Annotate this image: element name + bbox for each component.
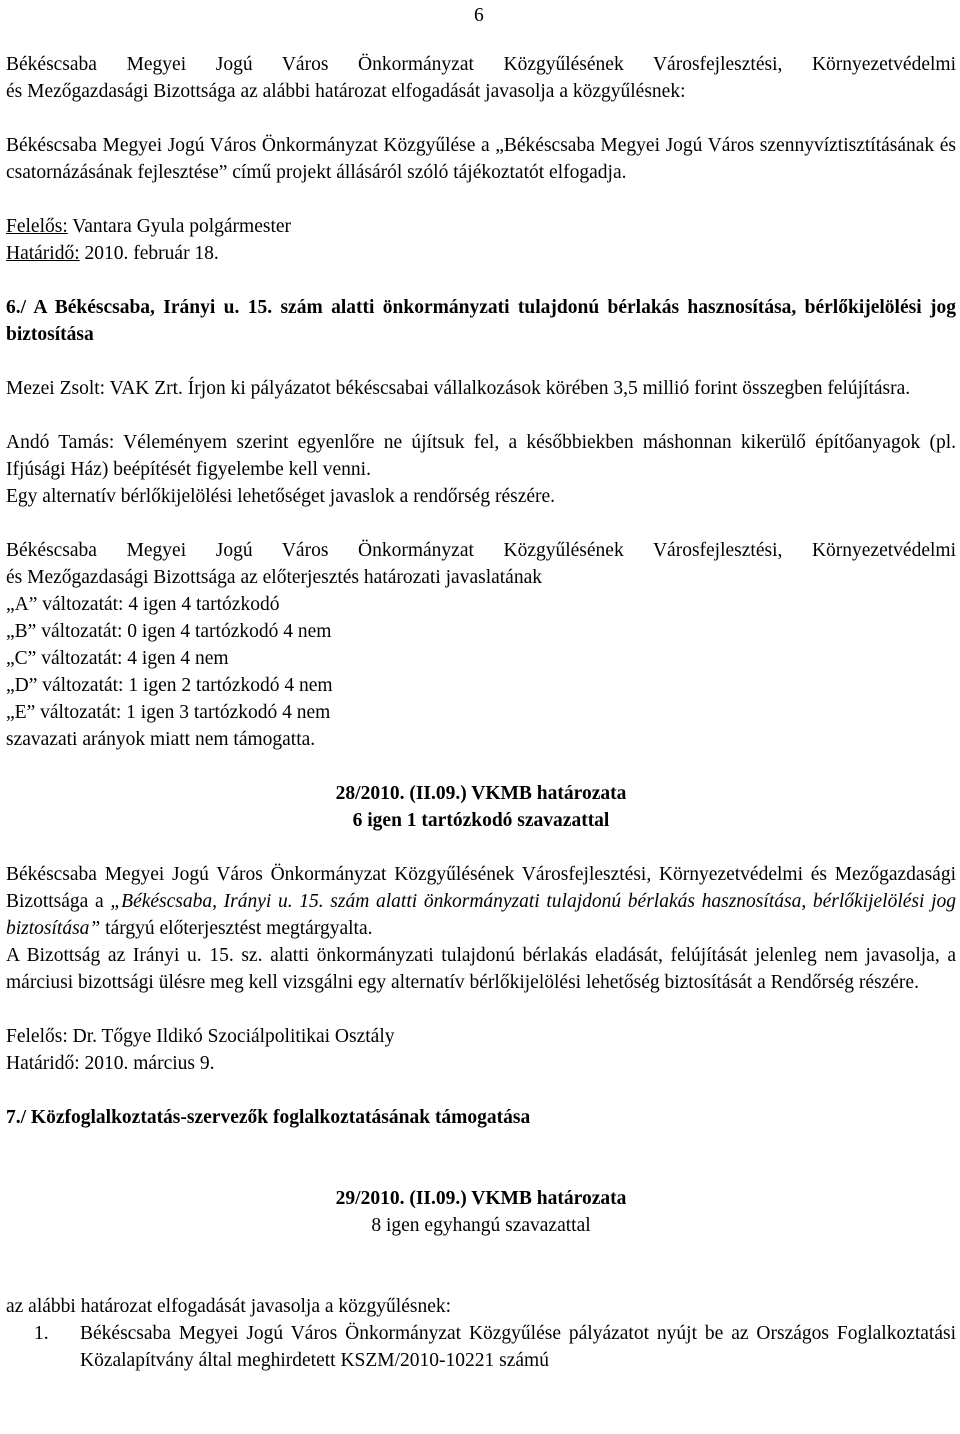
committee-line-2: és Mezőgazdasági Bizottsága az előterjesztés határozati javaslatának — [6, 567, 542, 588]
document-body — [6, 51, 956, 1374]
resolution-28-responsible: Felelős: Dr. Tőgye Ildikó Szociálpolitikai Osztály — [6, 1026, 395, 1047]
resolution-28-title: 28/2010. (II.09.) VKMB határozata — [335, 783, 627, 804]
resolution-1-text: Békéscsaba Megyei Jogú Város Önkormányzat Közgyűlése a „Békéscsaba Megyei Jogú Város szennyvíztisztításának és csatornázásának fejlesztése” című projekt állásáról szóló tájékoztatót elfogadja. — [6, 135, 956, 183]
vote-b: „B” változatát: 0 igen 4 tartózkodó 4 nem — [6, 621, 332, 642]
responsible-value: Vantara Gyula polgármester — [67, 216, 292, 237]
section-6-heading: 6./ A Békéscsaba, Irányi u. 15. szám alatti önkormányzati tulajdonú bérlakás hasznosítása, bérlőkijelölési jog biztosítása — [6, 297, 956, 345]
resolution-28-subtitle: 6 igen 1 tartózkodó szavazattal — [352, 810, 610, 831]
intro-line-1: Békéscsaba Megyei Jogú Város Önkormányzat Közgyűlésének Városfejlesztési, Környezetvédelmi — [6, 54, 956, 75]
resolution-29-title: 29/2010. (II.09.) VKMB határozata — [335, 1188, 627, 1209]
resolution-29-subtitle: 8 igen egyhangú szavazattal — [371, 1215, 591, 1236]
mezei-comment: Mezei Zsolt: VAK Zrt. Írjon ki pályázatot békéscsabai vállalkozások körében 3,5 millió forint összegben felújításra. — [6, 378, 911, 399]
responsible-label: Felelős: — [6, 216, 68, 237]
ando-comment-2: Egy alternatív bérlőkijelölési lehetőséget javaslok a rendőrség részére. — [6, 486, 556, 507]
resolution-1-deadline — [6, 240, 956, 267]
deadline-label: Határidő: — [6, 243, 80, 264]
ando-comment-1: Andó Tamás: Véleményem szerint egyenlőre ne újítsuk fel, a későbbiekben máshonnan kikerülő építőanyagok (pl. Ifjúsági Ház) beépítését figyelembe kell venni. — [6, 432, 956, 480]
section-7-heading: 7./ Közfoglalkoztatás-szervezők foglalkoztatásának támogatása — [6, 1107, 531, 1128]
item-text: Békéscsaba Megyei Jogú Város Önkormányzat Közgyűlése pályázatot nyújt be az Országos Foglalkoztatási Közalapítvány által meghirdetett KSZM/2010-10221 számú — [80, 1323, 956, 1371]
item-number: 1. — [34, 1323, 49, 1344]
resolution-1-responsible — [6, 213, 956, 240]
votes-conclusion: szavazati arányok miatt nem támogatta. — [6, 729, 316, 750]
resolution-28-paragraph-2: A Bizottság az Irányi u. 15. sz. alatti önkormányzati tulajdonú bérlakás eladását, felújítását jelenleg nem javasolja, a márciusi bizottsági ülésre meg kell vizsgálni egy alternatív bérlőkijelölési lehetőség biztosítását a Rendőrség részére. — [6, 945, 956, 993]
vote-d: „D” változatát: 1 igen 2 tartózkodó 4 nem — [6, 675, 333, 696]
deadline-value: 2010. február 18. — [79, 243, 219, 264]
resolution-28-deadline: Határidő: 2010. március 9. — [6, 1053, 215, 1074]
vote-e: „E” változatát: 1 igen 3 tartózkodó 4 nem — [6, 702, 331, 723]
resolution-29-item-1 — [6, 1320, 956, 1374]
resolution-29-intro: az alábbi határozat elfogadását javasolja a közgyűlésnek: — [6, 1296, 452, 1317]
intro-line-2: és Mezőgazdasági Bizottsága az alábbi határozat elfogadását javasolja a közgyűlésnek: — [6, 81, 686, 102]
vote-c: „C” változatát: 4 igen 4 nem — [6, 648, 229, 669]
vote-a: „A” változatát: 4 igen 4 tartózkodó — [6, 594, 280, 615]
committee-line-1: Békéscsaba Megyei Jogú Város Önkormányzat Közgyűlésének Városfejlesztési, Környezetvédelmi — [6, 540, 956, 561]
page-number: 6 — [474, 5, 484, 26]
resolution-28-paragraph-1: Békéscsaba Megyei Jogú Város Önkormányzat Közgyűlésének Városfejlesztési, Környezetvédelmi és Mezőgazdasági Bizottsága a „Békéscsaba, Irányi u. 15. szám alatti önkormányzati tulajdonú bérlakás hasznosítása, bérlőkijelölési jog biztosítása” tárgyú előterjesztést megtárgyalta. — [6, 864, 957, 939]
